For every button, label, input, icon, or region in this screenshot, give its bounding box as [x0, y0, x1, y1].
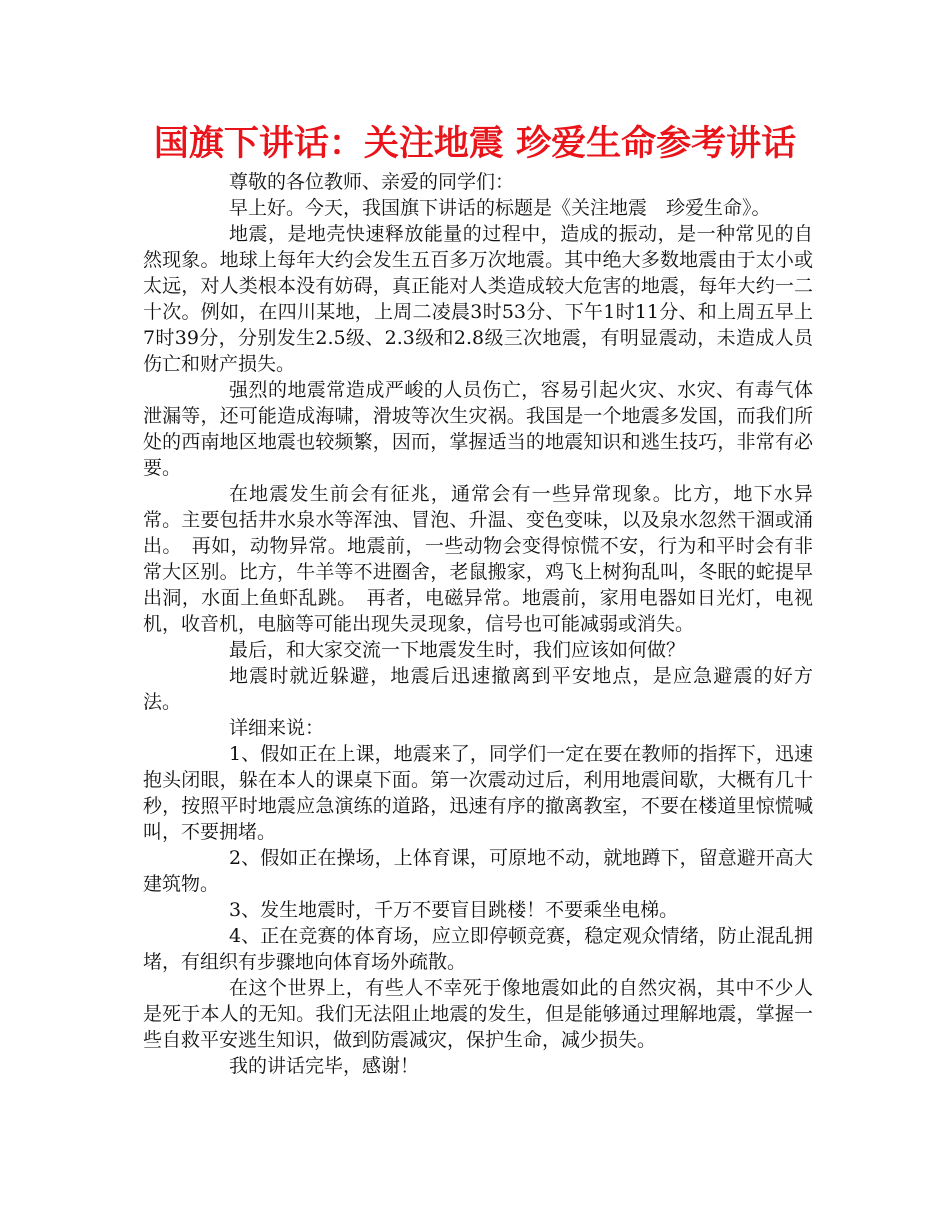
paragraph-conclusion: 在这个世界上，有些人不幸死于像地震如此的自然灾祸，其中不少人是死于本人的无知。我们无法阻止地震的发生，但是能够通过理解地震，掌握一些自救平安逃生知识，做到防震减灾，保护生命，减少损失。 [143, 977, 813, 1051]
paragraph-tip-3: 3、发生地震时，千万不要盲目跳楼！不要乘坐电梯。 [229, 899, 679, 921]
paragraph-earthquake-damage: 强烈的地震常造成严峻的人员伤亡，容易引起火灾、水灾、有毒气体泄漏等，还可能造成海啸，滑坡等次生灾祸。我国是一个地震多发国，而我们所处的西南地区地震也较频繁，因而，掌握适当的地震知识和逃生技巧，非常有必要。 [143, 379, 813, 479]
paragraph-tip-2: 2、假如正在操场，上体育课，可原地不动，就地蹲下，留意避开高大建筑物。 [143, 847, 813, 895]
paragraph-greeting: 尊敬的各位教师、亲爱的同学们： [229, 171, 515, 193]
paragraph-what-to-do: 最后，和大家交流一下地震发生时，我们应该如何做？ [229, 639, 686, 661]
paragraph-earthquake-definition: 地震，是地壳快速释放能量的过程中，造成的振动，是一种常见的自然现象。地球上每年大约会发生五百多万次地震。其中绝大多数地震由于太小或太远，对人类根本没有妨碍，真正能对人类造成较大危害的地震，每年大约一二十次。例如，在四川某地，上周二凌晨3时53分、下午1时11分、和上周五早上7时39分，分别发生2.5级、2.3级和2.8级三次地震，有明显震动，未造成人员伤亡和财产损失。 [143, 223, 813, 375]
paragraph-earthquake-signs: 在地震发生前会有征兆，通常会有一些异常现象。比方，地下水异常。主要包括井水泉水等浑浊、冒泡、升温、变色变味，以及泉水忽然干涸或涌出。 再如，动物异常。地震前，一些动物会变得惊慌不安，行为和平时会有非常大区别。比方，牛羊等不进圈舍，老鼠搬家，鸡飞上树狗乱叫，冬眠的蛇提早出洞，水面上鱼虾乱跳。 再者，电磁异常。地震前，家用电器如日光灯，电视机，收音机，电脑等可能出现失灵现象，信号也可能减弱或消失。 [143, 483, 813, 635]
paragraph-tip-1: 1、假如正在上课，地震来了，同学们一定在要在教师的指挥下，迅速抱头闭眼，躲在本人的课桌下面。第一次震动过后，利用地震间歇，大概有几十秒，按照平时地震应急演练的道路，迅速有序的撤离教室，不要在楼道里惊慌喊叫，不要拥堵。 [143, 743, 813, 843]
paragraph-intro: 早上好。今天，我国旗下讲话的标题是《关注地震 珍爱生命》。 [229, 197, 771, 219]
paragraph-details: 详细来说： [229, 717, 325, 739]
page-title: 国旗下讲话：关注地震 珍爱生命参考讲话 [153, 124, 797, 164]
paragraph-evacuation: 地震时就近躲避，地震后迅速撤离到平安地点，是应急避震的好方法。 [143, 665, 813, 713]
speech-body [143, 169, 813, 1079]
paragraph-closing: 我的讲话完毕，感谢！ [229, 1055, 420, 1077]
paragraph-tip-4: 4、正在竞赛的体育场，应立即停顿竞赛，稳定观众情绪，防止混乱拥堵，有组织有步骤地向体育场外疏散。 [143, 925, 813, 973]
